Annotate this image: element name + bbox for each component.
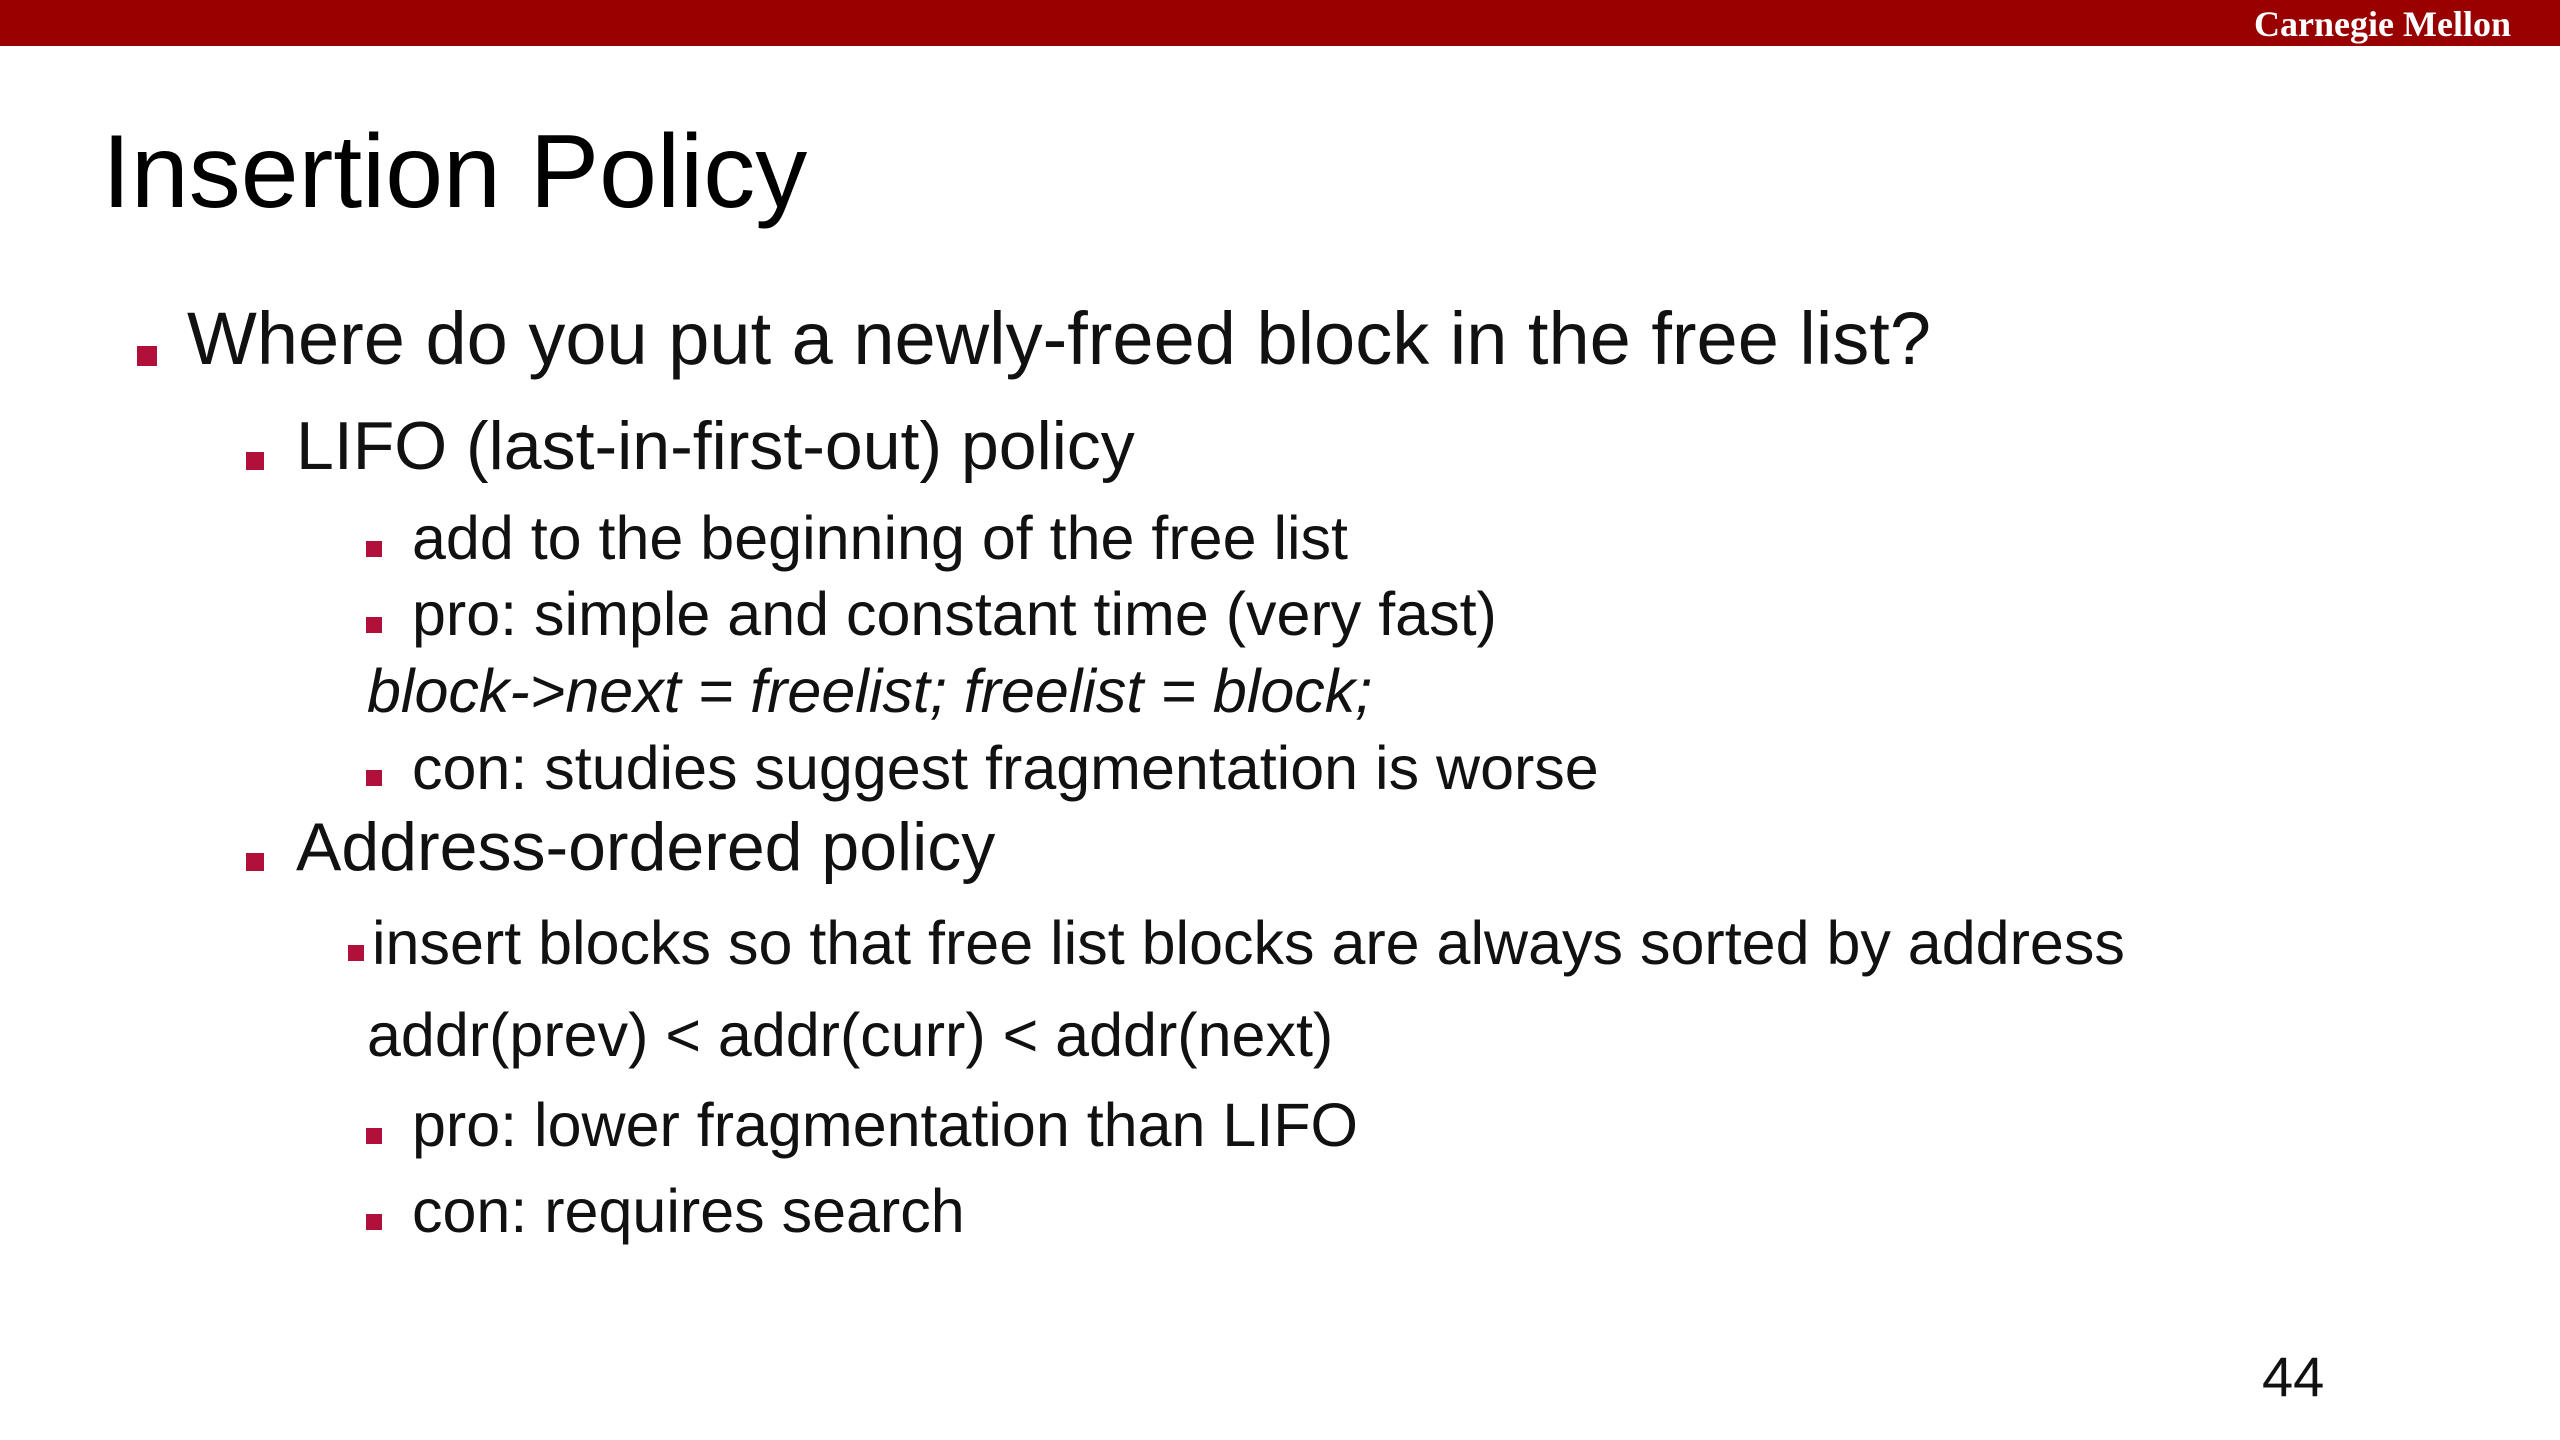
square-bullet-icon [366,1214,382,1230]
square-bullet-icon [366,617,382,633]
lifo-add-item: add to the beginning of the free list [412,504,1348,572]
address-con-item: con: requires search [412,1177,965,1245]
address-ordered-policy-heading: Address-ordered policy [296,809,996,885]
top-banner [0,0,2560,46]
square-bullet-icon [366,541,382,557]
lifo-code-example: block->next = freelist; freelist = block; [367,657,1373,725]
square-bullet-icon [137,346,157,366]
lifo-pro-item: pro: simple and constant time (very fast) [412,580,1497,648]
square-bullet-icon [366,770,382,786]
main-question: Where do you put a newly-freed block in the free list? [187,297,1932,380]
square-bullet-icon [246,452,264,470]
square-bullet-icon [348,945,364,961]
lifo-con-item: con: studies suggest fragmentation is worse [412,734,1599,802]
square-bullet-icon [366,1128,382,1144]
page-number: 44 [2262,1345,2325,1408]
address-order-formula: addr(prev) < addr(curr) < addr(next) [367,1001,1334,1069]
address-pro-item: pro: lower fragmentation than LIFO [412,1091,1358,1159]
lifo-policy-heading: LIFO (last-in-first-out) policy [296,408,1135,484]
slide-title: Insertion Policy [102,114,808,230]
address-insert-rule: insert blocks so that free list blocks are always sorted by address [372,909,2125,977]
square-bullet-icon [246,853,264,871]
brand-name: Carnegie Mellon [2254,4,2511,44]
